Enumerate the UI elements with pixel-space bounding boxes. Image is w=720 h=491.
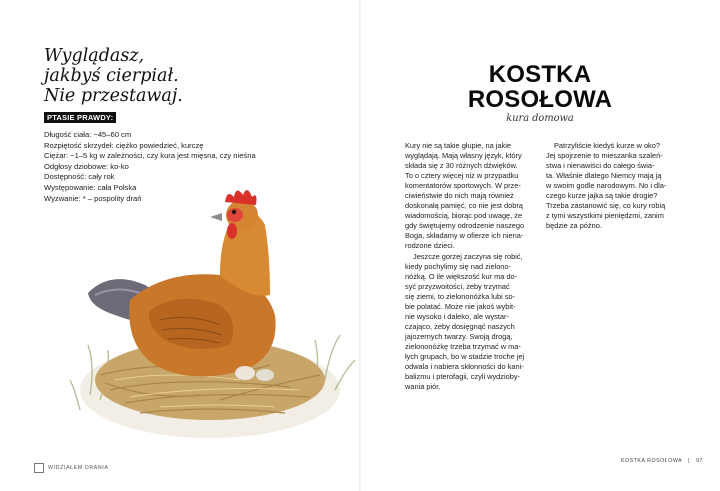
headline-line: jakbyś cierpiał. — [44, 66, 179, 86]
text-line: balizmu i pterofagii, czyli wydzioby- — [405, 372, 521, 382]
text-line: wyglądają. Mają własny język, który — [405, 151, 522, 161]
page-title — [440, 62, 640, 112]
fact-item: Ciężar: ~1–5 kg w zależności, czy kura jest mięsna, czy nieśna — [44, 151, 256, 161]
text-line: Trzeba zastanowić się, co kury robią — [546, 201, 666, 211]
footer-marker — [34, 463, 44, 473]
text-line: doskonałą pamięć, co nie jest dobrą — [405, 201, 523, 211]
text-line: odwala i nabiera skłonności do kani- — [405, 362, 524, 372]
beak-icon — [210, 213, 222, 221]
text-line: z tymi wszystkimi pieniędzmi, zanim — [546, 211, 664, 221]
fact-item: Odgłosy dziobowe: ko-ko — [44, 161, 129, 171]
text-line: składa się z 30 różnych dźwięków. — [405, 161, 518, 171]
footer-separator: | — [688, 458, 691, 464]
title-line: ROSOŁOWA — [467, 86, 613, 113]
text-line: się ziemi, to zielononóżka lubi so- — [405, 291, 516, 301]
footer-right — [621, 458, 703, 464]
facts-badge: PTASIE PRAWDY: — [44, 112, 116, 123]
left-headline — [44, 46, 224, 106]
hen-illustration — [70, 175, 360, 460]
text-line: ciwieństwie do nich mają również — [405, 191, 514, 201]
text-line: Jej spojrzenie to mieszanka szaleń- — [546, 151, 663, 161]
headline-line: Nie przestawaj. — [44, 86, 183, 106]
text-line: To o cztery więcej niż w przypadku — [405, 171, 519, 181]
fact-item: Dostępność: cały rok — [44, 172, 115, 182]
comb-icon — [225, 190, 257, 205]
text-line: bie polatać. Może nie jakoś wybit- — [405, 301, 516, 311]
text-line: jajozernych twarzy. Swoją drogą, — [405, 331, 513, 341]
text-column-2 — [546, 141, 681, 231]
text-line: wiadomością, biorąc pod uwagę, że — [405, 211, 523, 221]
eye-icon — [232, 210, 236, 214]
text-line: ta. Właśnie dlatego Niemcy mają ją — [546, 171, 662, 181]
text-line: zielononóżkę trzeba trzymać w ma- — [405, 341, 521, 351]
fact-item: Rozpiętość skrzydeł: ciężko powiedzieć, kurczę — [44, 140, 204, 150]
egg-icon — [235, 366, 255, 380]
text-line: kiedy pochylimy się nad zielono- — [405, 261, 511, 271]
text-line: nie wysoko i daleko, ale wystar- — [405, 311, 509, 321]
fact-item: Występowanie: cała Polska — [44, 182, 137, 192]
text-line: Kury nie są takie głupie, na jakie — [405, 141, 511, 150]
text-line: gdy świętujemy odrodzenie naszego — [405, 221, 525, 231]
fact-item: Długość ciała: ~45–60 cm — [44, 130, 132, 139]
headline-line: Wyglądasz, — [44, 46, 145, 66]
wattle-icon — [227, 223, 237, 239]
text-line: rodzone dzieci. — [405, 241, 455, 251]
page-number: 97 — [696, 458, 703, 464]
text-line: stwa i nienawiści do całego świa- — [546, 161, 655, 171]
text-line: w swoim godle narodowym. No i dla- — [546, 181, 667, 191]
page-subtitle: kura domowa — [506, 113, 574, 124]
text-line: syć przyzwoitości, żeby trzymać — [405, 281, 510, 291]
text-line: Patrzyliście kiedyś kurze w oko? — [554, 141, 660, 150]
text-line: komentatorów sportowych. W prze- — [405, 181, 521, 191]
text-line: wania piór. — [405, 382, 441, 392]
text-line: Boga, składamy w ofierze ich nienа- — [405, 231, 524, 241]
text-line: Jeszcze gorzej zaczyna się robić, — [413, 251, 523, 261]
fact-item: Wyzwanie: * – pospolity drań — [44, 193, 142, 203]
footer-left: WIDZIAŁEM DRANIA — [48, 465, 109, 471]
text-line: nóżką. O ile większość kur ma do- — [405, 271, 518, 281]
egg-icon — [256, 369, 274, 381]
footer-section-label: KOSTKA ROSOŁOWA — [621, 458, 683, 464]
title-line: KOSTKA — [488, 61, 592, 88]
text-line: czająco, żeby dosięgnąć naszych — [405, 321, 515, 331]
text-line: czego kurze jajka są takie drogie? — [546, 191, 658, 201]
text-column-1 — [405, 141, 535, 392]
text-line: łych grupach, bo w stadzie troche jej — [405, 351, 525, 361]
text-line: będzie za późno. — [546, 221, 602, 231]
